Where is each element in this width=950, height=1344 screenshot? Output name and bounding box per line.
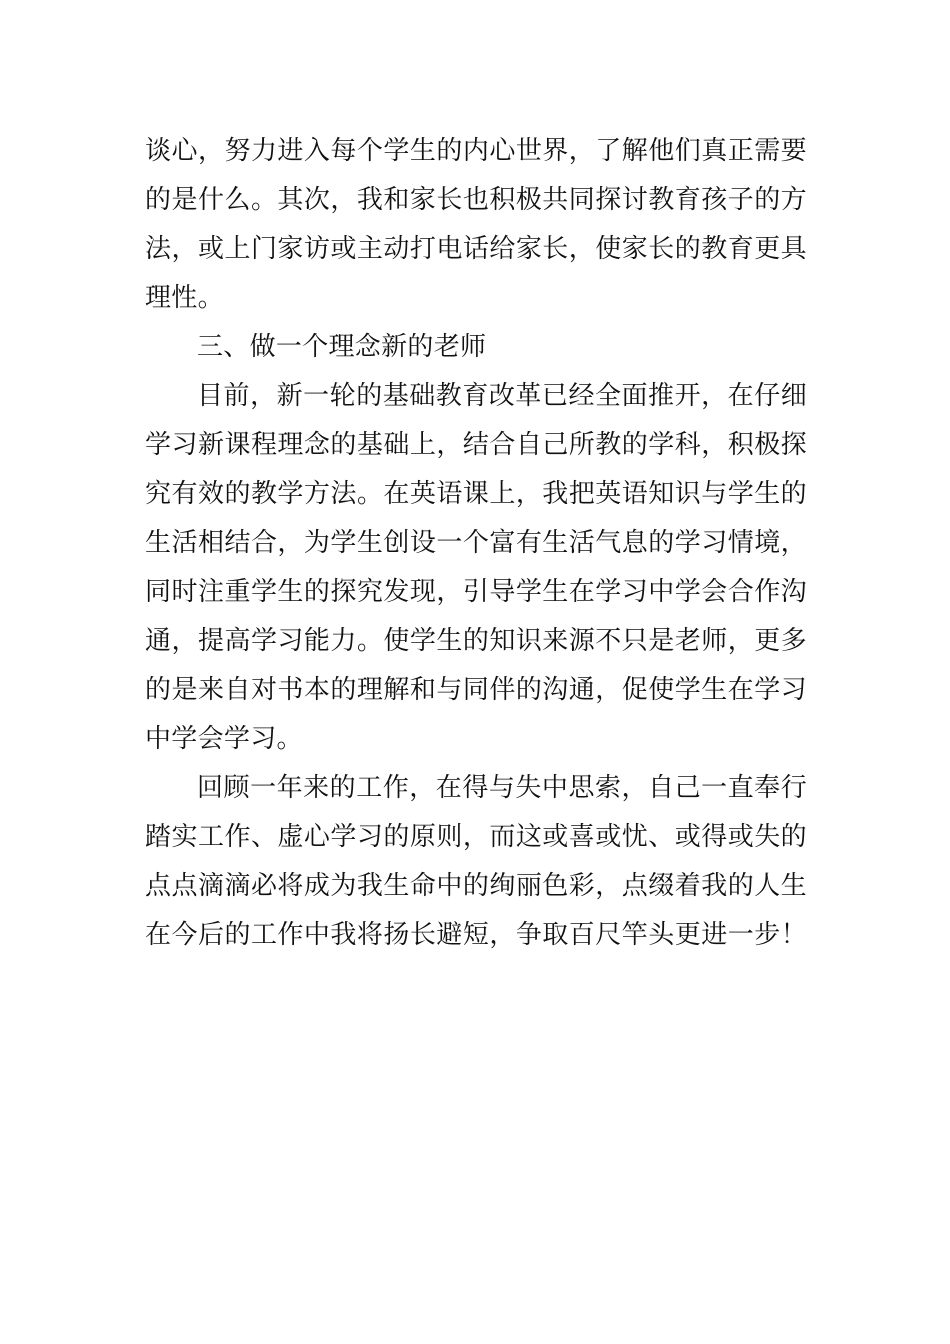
- text-line: 生活相结合，为学生创设一个富有生活气息的学习情境，: [145, 528, 807, 558]
- section-heading: 三、做一个理念新的老师: [197, 332, 487, 362]
- text-line: 在今后的工作中我将扬长避短，争取百尺竿头更进一步！: [145, 920, 807, 950]
- text-line: 谈心，努力进入每个学生的内心世界，了解他们真正需要: [145, 136, 807, 166]
- text-line: 学习新课程理念的基础上，结合自己所教的学科，积极探: [145, 430, 807, 460]
- text-line: 理性。: [145, 283, 224, 313]
- text-line: 法，或上门家访或主动打电话给家长，使家长的教育更具: [145, 234, 807, 264]
- text-line: 同时注重学生的探究发现，引导学生在学习中学会合作沟: [145, 577, 807, 607]
- document-body: [145, 127, 807, 960]
- text-line: 回顾一年来的工作，在得与失中思索，自己一直奉行: [197, 773, 807, 803]
- text-line: 中学会学习。: [145, 724, 303, 754]
- text-line: 踏实工作、虚心学习的原则，而这或喜或忧、或得或失的: [145, 822, 807, 852]
- text-line: 究有效的教学方法。在英语课上，我把英语知识与学生的: [145, 479, 807, 509]
- text-line: 的是来自对书本的理解和与同伴的沟通，促使学生在学习: [145, 675, 807, 705]
- text-line: 通，提高学习能力。使学生的知识来源不只是老师，更多: [145, 626, 807, 656]
- text-line: 点点滴滴必将成为我生命中的绚丽色彩，点缀着我的人生: [145, 871, 807, 901]
- text-line: 目前，新一轮的基础教育改革已经全面推开，在仔细: [197, 381, 807, 411]
- text-line: 的是什么。其次，我和家长也积极共同探讨教育孩子的方: [145, 185, 807, 215]
